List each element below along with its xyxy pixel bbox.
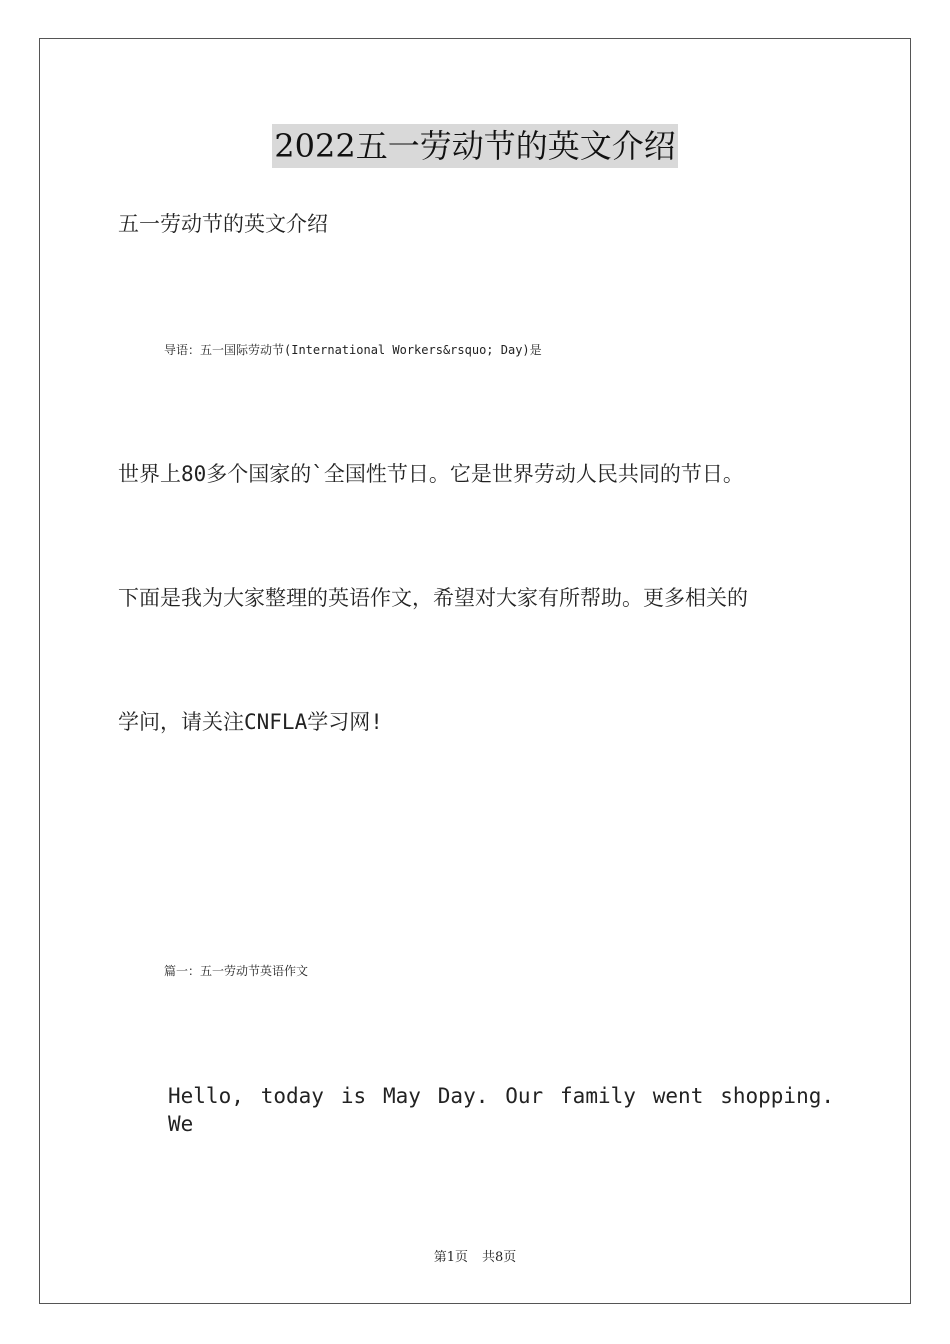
page-footer xyxy=(0,1246,950,1265)
page-number: 第1页 xyxy=(433,1250,468,1265)
intro-line-1: 导语：五一国际劳动节(International Workers&rsquo; Day)是 xyxy=(164,343,542,357)
intro-line-3: 下面是我为大家整理的英语作文，希望对大家有所帮助。更多相关的 xyxy=(118,586,748,610)
page-title: 2022五一劳动节的英文介绍 xyxy=(272,124,677,168)
intro-line-2: 世界上80多个国家的`全国性节日。它是世界劳动人民共同的节日。 xyxy=(118,462,744,486)
title-container xyxy=(0,124,950,168)
section-heading: 篇一：五一劳动节英语作文 xyxy=(164,964,309,978)
page-total: 共8页 xyxy=(482,1250,517,1265)
intro-line-4: 学问，请关注CNFLA学习网! xyxy=(118,710,383,734)
essay-line-1: Hello, today is May Day. Our family went shopping. We xyxy=(168,1084,834,1136)
subtitle: 五一劳动节的英文介绍 xyxy=(118,212,328,236)
